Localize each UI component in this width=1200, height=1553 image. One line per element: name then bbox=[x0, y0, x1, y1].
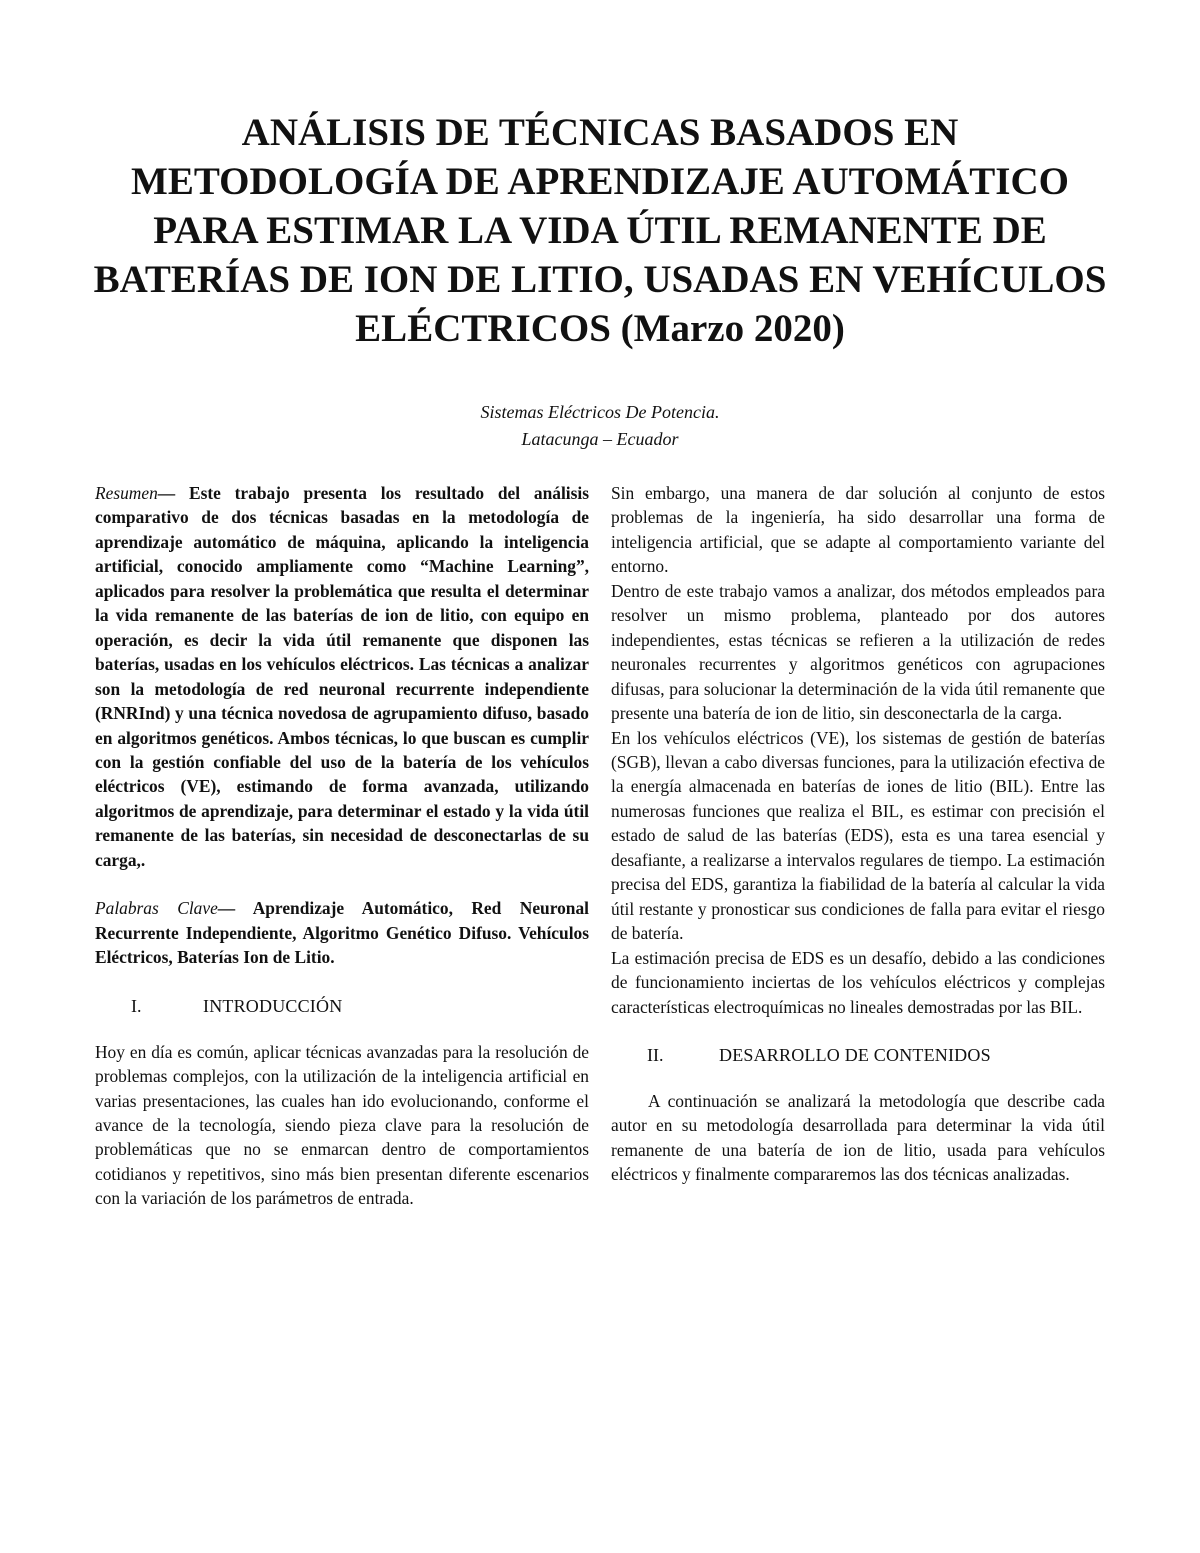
keywords-text: Aprendizaje Automático, Red Neuronal Recurrente Independiente, Algoritmo Genético Difuso. Vehículos Eléctricos, Baterías Ion de Litio. bbox=[95, 898, 590, 968]
paper-title-date: (Marzo 2020) bbox=[620, 307, 845, 350]
spacer bbox=[611, 1019, 1105, 1043]
affiliation-line-1: Sistemas Eléctricos De Potencia. bbox=[480, 402, 720, 422]
development-paragraph: A continuación se analizará la metodología que describe cada autor en su metodología desarrollada para determinar la vida útil remanente de una batería de ion de litio, usada para vehículos eléctricos y finalmente compararemos las dos técnicas analizadas. bbox=[611, 1090, 1105, 1185]
section-title: DESARROLLO DE CONTENIDOS bbox=[719, 1044, 991, 1065]
section-heading-introduccion bbox=[95, 994, 589, 1018]
spacer bbox=[95, 970, 589, 994]
affiliation bbox=[300, 399, 900, 453]
body-paragraph-4: La estimación precisa de EDS es un desafío, debido a las condiciones de funcionamiento inciertas de los vehículos eléctricos y complejas características electroquímicas no lineales demostradas por las BIL. bbox=[611, 947, 1105, 1017]
spacer bbox=[611, 1067, 1105, 1089]
abstract-label: Resumen bbox=[95, 483, 158, 503]
section-heading-desarrollo bbox=[611, 1043, 1105, 1067]
body-paragraph-3: En los vehículos eléctricos (VE), los sistemas de gestión de baterías (SGB), llevan a cabo diversas funciones, para la utilización efectiva de la energía almacenada en baterías de iones de litio (BIL). Entre las numerosas funciones que realiza el BIL, es estimar con precisión el estado de salud de las baterías (EDS), esta es una tarea esencial y desafiante, a realizarse a intervalos regulares de tiempo. La estimación precisa del EDS, garantiza la fiabilidad de la batería al calcular la vida útil restante y pronosticar sus condiciones de falla para evitar el riesgo de batería. bbox=[611, 727, 1105, 944]
spacer bbox=[95, 872, 589, 896]
left-column bbox=[95, 481, 589, 1211]
abstract-dash: — bbox=[157, 483, 189, 503]
paper-title bbox=[90, 108, 1110, 353]
section-number: I. bbox=[131, 995, 142, 1016]
right-column bbox=[611, 481, 1105, 1187]
spacer bbox=[95, 1018, 589, 1040]
affiliation-line-2: Latacunga – Ecuador bbox=[521, 429, 679, 449]
introduction-paragraph: Hoy en día es común, aplicar técnicas avanzadas para la resolución de problemas complejos, con la utilización de la inteligencia artificial en varias presentaciones, las cuales han ido evolucionando, conforme el avance de la tecnología, siendo pieza clave para la resolución de problemáticas que no se enmarcan dentro de comportamientos cotidianos y repetitivos, sino más bien presentan diferente escenarios con la variación de los parámetros de entrada. bbox=[95, 1041, 589, 1209]
abstract bbox=[95, 481, 589, 872]
keywords bbox=[95, 896, 589, 969]
keywords-dash: — bbox=[217, 898, 253, 919]
paper-title-main: ANÁLISIS DE TÉCNICAS BASADOS EN METODOLOGÍA DE APRENDIZAJE AUTOMÁTICO PARA ESTIMAR LA VIDA ÚTIL REMANENTE DE BATERÍAS DE ION DE LITIO, USADAS EN VEHÍCULOS ELÉCTRICOS bbox=[93, 111, 1107, 350]
body-paragraph-1: Sin embargo, una manera de dar solución al conjunto de estos problemas de la ingeniería, ha sido desarrollar una forma de inteligencia artificial, que se adapte al comportamiento variante del entorno. bbox=[611, 483, 1105, 577]
section-number: II. bbox=[647, 1044, 664, 1065]
body-paragraph-2: Dentro de este trabajo vamos a analizar, dos métodos empleados para resolver un mismo problema, planteado por dos autores independientes, estas técnicas se refieren a la utilización de redes neuronales recurrentes y algoritmos genéticos con agrupaciones difusas, para solucionar la determinación de la vida útil remanente que presente una batería de ion de litio, sin desconectarla de la carga. bbox=[611, 580, 1105, 724]
abstract-text: Este trabajo presenta los resultado del análisis comparativo de dos técnicas basadas en la metodología de aprendizaje automático de máquina, aplicando la inteligencia artificial, conocido ampliamente como “Machine Learning”, aplicados para resolver la problemática que resulta el determinar la vida remanente de las baterías de ion de litio, con equipo en operación, es decir la vida útil remanente que disponen las baterías, usadas en los vehículos eléctricos. Las técnicas a analizar son la metodología de red neuronal recurrente independiente (RNRInd) y una técnica novedosa de agrupamiento difuso, basado en algoritmos genéticos. Ambos técnicas, lo que buscan es cumplir con la gestión confiable del uso de la batería de los vehículos eléctricos (VE), estimando de forma avanzada, utilizando algoritmos de aprendizaje, para determinar el estado y la vida útil remanente de las baterías, sin necesidad de desconectarlas de su carga,. bbox=[95, 483, 589, 870]
keywords-label: Palabras Clave bbox=[95, 898, 218, 919]
section-title: INTRODUCCIÓN bbox=[203, 995, 343, 1016]
